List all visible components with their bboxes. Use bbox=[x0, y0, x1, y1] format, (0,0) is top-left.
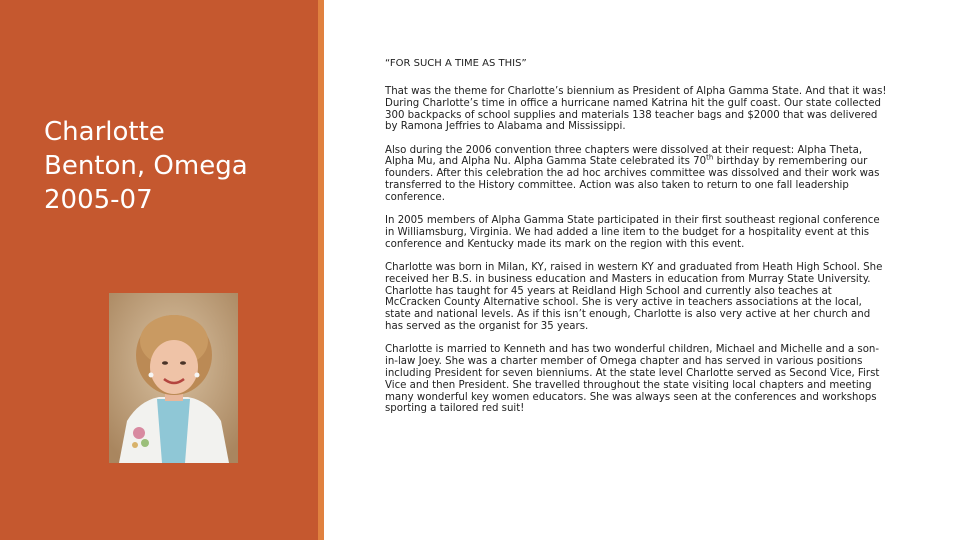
paragraph-convention bbox=[385, 145, 890, 204]
slide-title bbox=[44, 115, 304, 217]
paragraph-biography: Charlotte was born in Milan, KY, raised in western KY and graduated from Heath High School. She received her B.S. in business education and Masters in education from Murray State University. Charlotte has taught for 45 years at Reidland High School and currently also teaches at McCracken County Alternative school. She is very active in teachers associations at the local, state and national levels. As if this isn’t enough, Charlotte is also very active at her church and has served as the organist for 35 years. bbox=[385, 262, 883, 333]
paragraph-convention-end: birthday by remembering our founders. After this celebration the ad hoc archives committee was dissolved and their work was transferred to the History committee. Action was also taken to return to one fall leadership conference. bbox=[385, 156, 880, 203]
title-line-years: 2005-07 bbox=[44, 185, 153, 215]
accent-stripe bbox=[318, 0, 324, 540]
portrait-photo bbox=[109, 293, 238, 463]
slide-body bbox=[385, 58, 890, 427]
paragraph-theme: That was the theme for Charlotte’s biennium as President of Alpha Gamma State. And that it was! During Charlotte’s time in office a hurricane named Katrina hit the gulf coast. Our state collected 300 backpacks of school supplies and materials 138 teacher bags and $2000 that was delivered by Ramona Jeffries to Alabama and Mississippi. bbox=[385, 86, 887, 133]
title-line-name: Charlotte bbox=[44, 117, 165, 147]
title-line-chapter: Benton, Omega bbox=[44, 151, 248, 181]
paragraph-regional-conference: In 2005 members of Alpha Gamma State participated in their first southeast regional conference in Williamsburg, Virginia. We had added a line item to the budget for a hospitality event at this conference and Kentucky made its mark on the region with this event. bbox=[385, 215, 880, 250]
paragraph-family: Charlotte is married to Kenneth and has two wonderful children, Michael and Michelle and a son-in-law Joey. She was a charter member of Omega chapter and has served in various positions including President for seven bienniums. At the state level Charlotte served as Second Vice, First Vice and then President. She travelled throughout the state visiting local chapters and meeting many wonderful key women educators. She was always seen at the conferences and workshops sporting a tailored red suit! bbox=[385, 344, 880, 415]
paragraph-convention-start: Also during the 2006 convention three chapters were dissolved at their request: Alpha Theta, Alpha Mu, and Alpha Nu. Alpha Gamma State celebrated its 70 bbox=[385, 144, 863, 168]
theme-heading: “FOR SUCH A TIME AS THIS” bbox=[385, 58, 527, 69]
ordinal-suffix: th bbox=[706, 154, 714, 163]
